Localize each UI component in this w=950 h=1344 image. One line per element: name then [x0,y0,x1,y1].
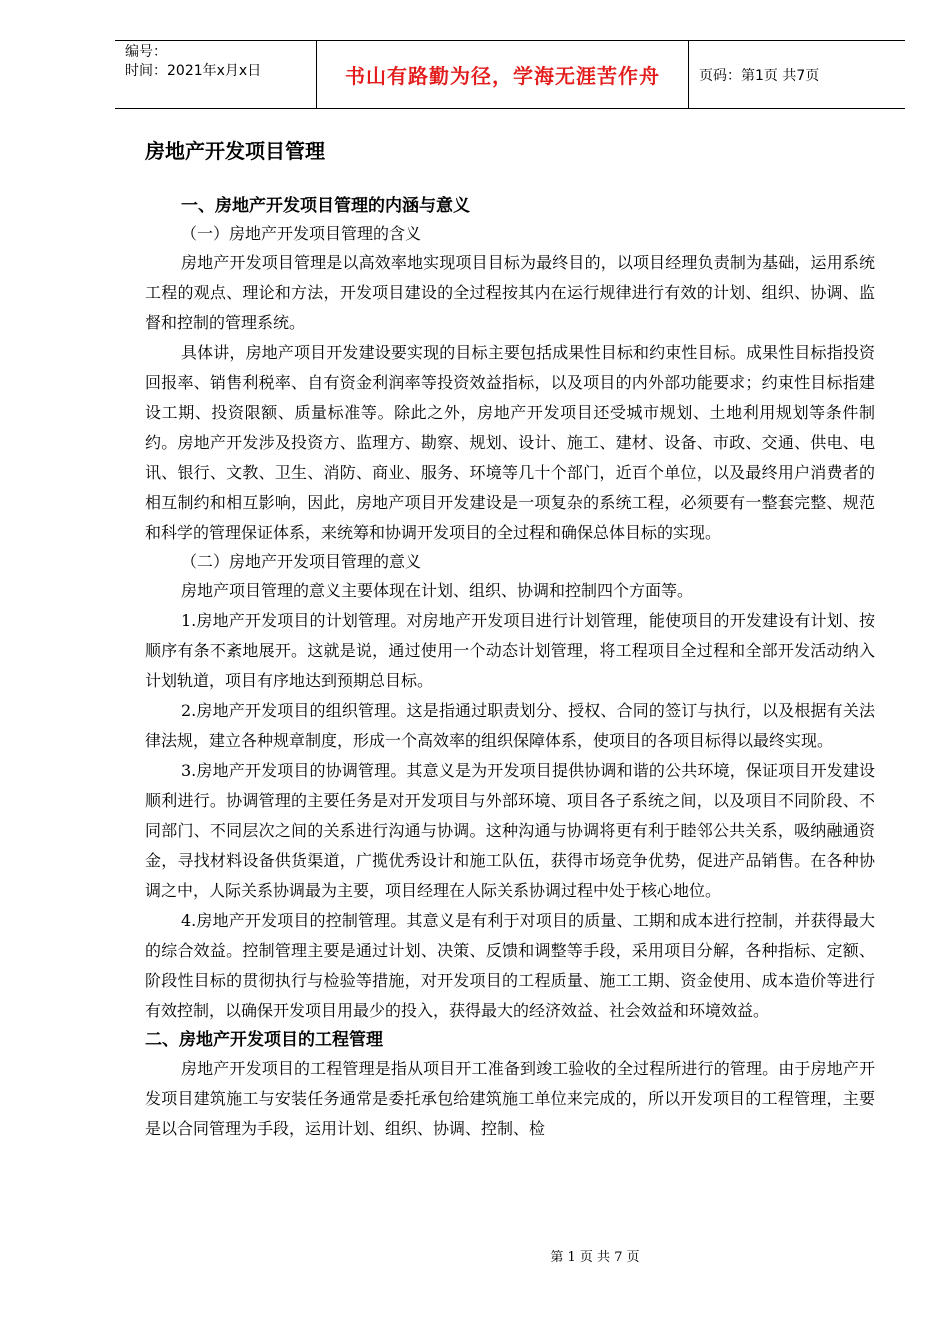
paragraph: 1.房地产开发项目的计划管理。对房地产开发项目进行计划管理，能使项目的开发建设有计划、按顺序有条不紊地展开。这就是说，通过使用一个动态计划管理，将工程项目全过程和全部开发活动纳入计划轨道，项目有序地达到预期总目标。 [145,611,875,690]
header-meta-cell [115,41,316,108]
section-heading-2: 二、房地产开发项目的工程管理 [145,1030,383,1050]
header-table [115,40,905,109]
paragraph: 房地产项目管理的意义主要体现在计划、组织、协调和控制四个方面等。 [181,581,694,600]
header-page-cell [689,41,905,108]
header-motto-cell [316,41,689,108]
paragraph: 房地产开发项目管理是以高效率地实现项目目标为最终目的，以项目经理负责制为基础，运用系统工程的观点、理论和方法，开发项目建设的全过程按其内在运行规律进行有效的计划、组织、协调、监督和控制的管理系统。 [145,253,875,332]
motto-text: 书山有路勤为径，学海无涯苦作舟 [345,64,660,88]
number-label: 编号： [125,44,167,60]
time-label: 时间：2021年x月x日 [125,63,262,79]
paragraph: 2.房地产开发项目的组织管理。这是指通过职责划分、授权、合同的签订与执行，以及根据有关法律法规，建立各种规章制度，形成一个高效率的组织保障体系，使项目的各项目标得以最终实现。 [145,701,875,750]
paragraph: 3.房地产开发项目的协调管理。其意义是为开发项目提供协调和谐的公共环境，保证项目开发建设顺利进行。协调管理的主要任务是对开发项目与外部环境、项目各子系统之间，以及项目不同阶段、不同部门、不同层次之间的关系进行沟通与协调。这种沟通与协调将更有利于睦邻公共关系，吸纳融通资金，寻找材料设备供货渠道，广揽优秀设计和施工队伍，获得市场竞争优势，促进产品销售。在各种协调之中，人际关系协调最为主要，项目经理在人际关系协调过程中处于核心地位。 [145,761,875,900]
section-heading-1: 一、房地产开发项目管理的内涵与意义 [181,196,470,216]
paragraph: 房地产开发项目的工程管理是指从项目开工准备到竣工验收的全过程所进行的管理。由于房地产开发项目建筑施工与安装任务通常是委托承包给建筑施工单位来完成的，所以开发项目的工程管理，主要是以合同管理为手段，运用计划、组织、协调、控制、检 [145,1059,875,1138]
document-body [145,134,875,1144]
page-footer [0,1246,950,1265]
subsection-heading-2: （二）房地产开发项目管理的意义 [181,552,422,571]
page-info: 页码：第1页 共7页 [699,67,820,84]
paragraph: 具体讲，房地产项目开发建设要实现的目标主要包括成果性目标和约束性目标。成果性目标指投资回报率、销售利税率、自有资金利润率等投资效益指标，以及项目的内外部功能要求；约束性目标指建设工期、投资限额、质量标准等。除此之外，房地产开发项目还受城市规划、土地利用规划等条件制约。房地产开发涉及投资方、监理方、勘察、规划、设计、施工、建材、设备、市政、交通、供电、电讯、银行、文教、卫生、消防、商业、服务、环境等几十个部门，近百个单位，以及最终用户消费者的相互制约和相互影响，因此，房地产项目开发建设是一项复杂的系统工程，必须要有一整套完整、规范和科学的管理保证体系，来统筹和协调开发项目的全过程和确保总体目标的实现。 [145,343,875,542]
subsection-heading-1: （一）房地产开发项目管理的含义 [181,224,422,243]
document-title: 房地产开发项目管理 [145,139,325,163]
footer-page-number: 第 1 页 共 7 页 [550,1250,640,1265]
paragraph: 4.房地产开发项目的控制管理。其意义是有利于对项目的质量、工期和成本进行控制，并获得最大的综合效益。控制管理主要是通过计划、决策、反馈和调整等手段，采用项目分解，各种指标、定额、阶段性目标的贯彻执行与检验等措施，对开发项目的工程质量、施工工期、资金使用、成本造价等进行有效控制，以确保开发项目用最少的投入，获得最大的经济效益、社会效益和环境效益。 [145,911,875,1020]
